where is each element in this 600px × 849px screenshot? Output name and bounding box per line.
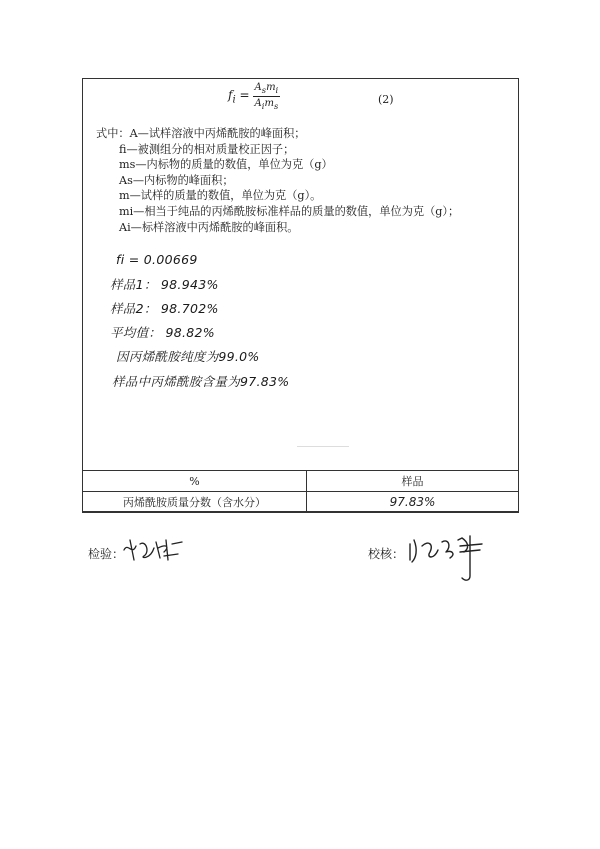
inspector-signature — [120, 536, 190, 564]
handwritten-average: 平均值： 98.82% — [110, 325, 215, 340]
inspect-label: 检验： — [88, 547, 125, 561]
handwritten-purity: 因丙烯酰胺纯度为99.0% — [116, 349, 260, 364]
legend-item: ms—内标物的质量的数值，单位为克（g） — [119, 158, 333, 172]
legend-item: m—试样的质量的数值，单位为克（g）。 — [119, 189, 322, 203]
check-label: 校核： — [368, 547, 405, 561]
formula-legend — [96, 126, 459, 235]
handwritten-fi: fi = 0.00669 — [116, 252, 198, 267]
handwritten-sample2: 样品2： 98.702% — [110, 301, 219, 316]
legend-item: mi—相当于纯品的丙烯酰胺标准样品的质量的数值，单位为克（g）； — [119, 204, 460, 218]
table-row-label: 丙烯酰胺质量分数（含水分） — [83, 492, 307, 513]
checker-signature — [404, 530, 496, 586]
table-row-value: 97.83% — [307, 492, 519, 513]
table-header-unit: % — [83, 471, 307, 492]
legend-item: fi—被测组分的相对质量校正因子； — [119, 142, 295, 156]
table-row — [83, 471, 519, 492]
handwritten-sample1: 样品1： 98.943% — [110, 277, 219, 292]
table-row — [83, 492, 519, 513]
formula-fraction: $\frac{A_sm_i}{A_im_s}$ — [254, 82, 279, 111]
result-table — [82, 470, 519, 513]
equation-number: (2) — [378, 93, 394, 106]
formula: $f_i$ = $\frac{A_sm_i}{A_im_s}$ — [228, 82, 279, 111]
faint-rule — [297, 446, 349, 447]
legend-item: As—内标物的峰面积； — [119, 173, 234, 187]
legend-intro: 式中：A—试样溶液中丙烯酰胺的峰面积； — [96, 127, 306, 140]
table-header-sample: 样品 — [307, 471, 519, 492]
handwritten-result: 样品中丙烯酰胺含量为97.83% — [112, 374, 290, 389]
legend-item: Ai—标样溶液中丙烯酰胺的峰面积。 — [119, 220, 299, 234]
